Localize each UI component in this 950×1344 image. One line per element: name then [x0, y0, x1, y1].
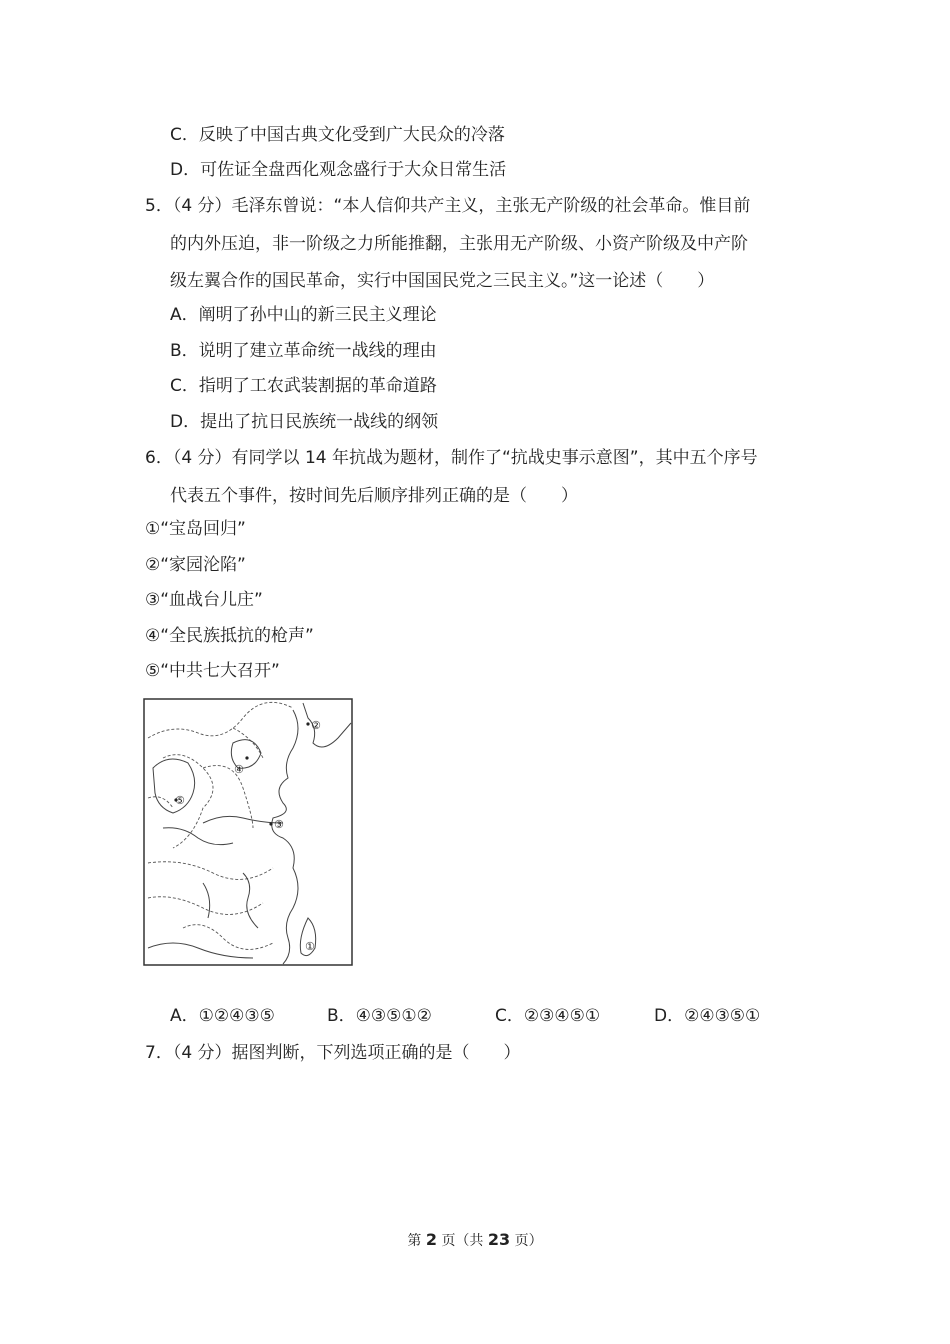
map-marker-1: ①: [305, 940, 315, 953]
q6-event-5: ⑤“中共七大召开”: [145, 661, 280, 681]
q6-option-d: D．②④③⑤①: [654, 1006, 761, 1026]
q6-option-b: B．④③⑤①②: [327, 1006, 432, 1026]
map-marker-4: ④: [234, 763, 244, 776]
q5-option-c: C．指明了工农武装割据的革命道路: [170, 376, 437, 396]
q5-option-a: A．阐明了孙中山的新三民主义理论: [170, 305, 437, 325]
q5-stem-line1: 5．（4 分）毛泽东曾说：“本人信仰共产主义，主张无产阶级的社会革命。惟目前: [145, 196, 751, 216]
q6-option-c: C．②③④⑤①: [495, 1006, 601, 1026]
map-marker-3: ③: [274, 818, 284, 831]
q6-event-4: ④“全民族抵抗的枪声”: [145, 626, 314, 646]
q4-option-c: C．反映了中国古典文化受到广大民众的冷落: [170, 125, 505, 145]
q6-event-1: ①“宝岛回归”: [145, 519, 246, 539]
q4-option-d: D．可佐证全盘西化观念盛行于大众日常生活: [170, 160, 507, 180]
q5-stem-line2: 的内外压迫，非一阶级之力所能推翻，主张用无产阶级、小资产阶级及中产阶: [170, 234, 748, 254]
map-marker-2: ②: [311, 719, 321, 732]
footer-suffix: 页）: [514, 1233, 543, 1249]
war-history-map: [143, 698, 353, 966]
q6-option-a: A．①②④③⑤: [170, 1006, 275, 1026]
footer-total-pages: 23: [487, 1230, 511, 1249]
footer-prefix: 第: [407, 1233, 422, 1249]
page-footer: [0, 1230, 950, 1250]
q6-options-row: [170, 1005, 760, 1027]
q6-event-3: ③“血战台儿庄”: [145, 590, 263, 610]
q5-option-d: D．提出了抗日民族统一战线的纲领: [170, 412, 439, 432]
footer-page-number: 2: [425, 1230, 437, 1249]
map-marker-5: ⑤: [175, 794, 185, 807]
q6-stem-line2: 代表五个事件，按时间先后顺序排列正确的是（ ）: [170, 486, 578, 506]
q6-stem-line1: 6．（4 分）有同学以 14 年抗战为题材，制作了“抗战史事示意图”，其中五个序号: [145, 448, 758, 468]
q5-stem-line3: 级左翼合作的国民革命，实行中国国民党之三民主义。”这一论述（ ）: [170, 271, 715, 291]
q6-event-2: ②“家园沦陷”: [145, 555, 246, 575]
footer-mid: 页（共: [441, 1233, 484, 1249]
q7-stem: 7．（4 分）据图判断，下列选项正确的是（ ）: [145, 1043, 521, 1063]
q5-option-b: B．说明了建立革命统一战线的理由: [170, 341, 437, 361]
